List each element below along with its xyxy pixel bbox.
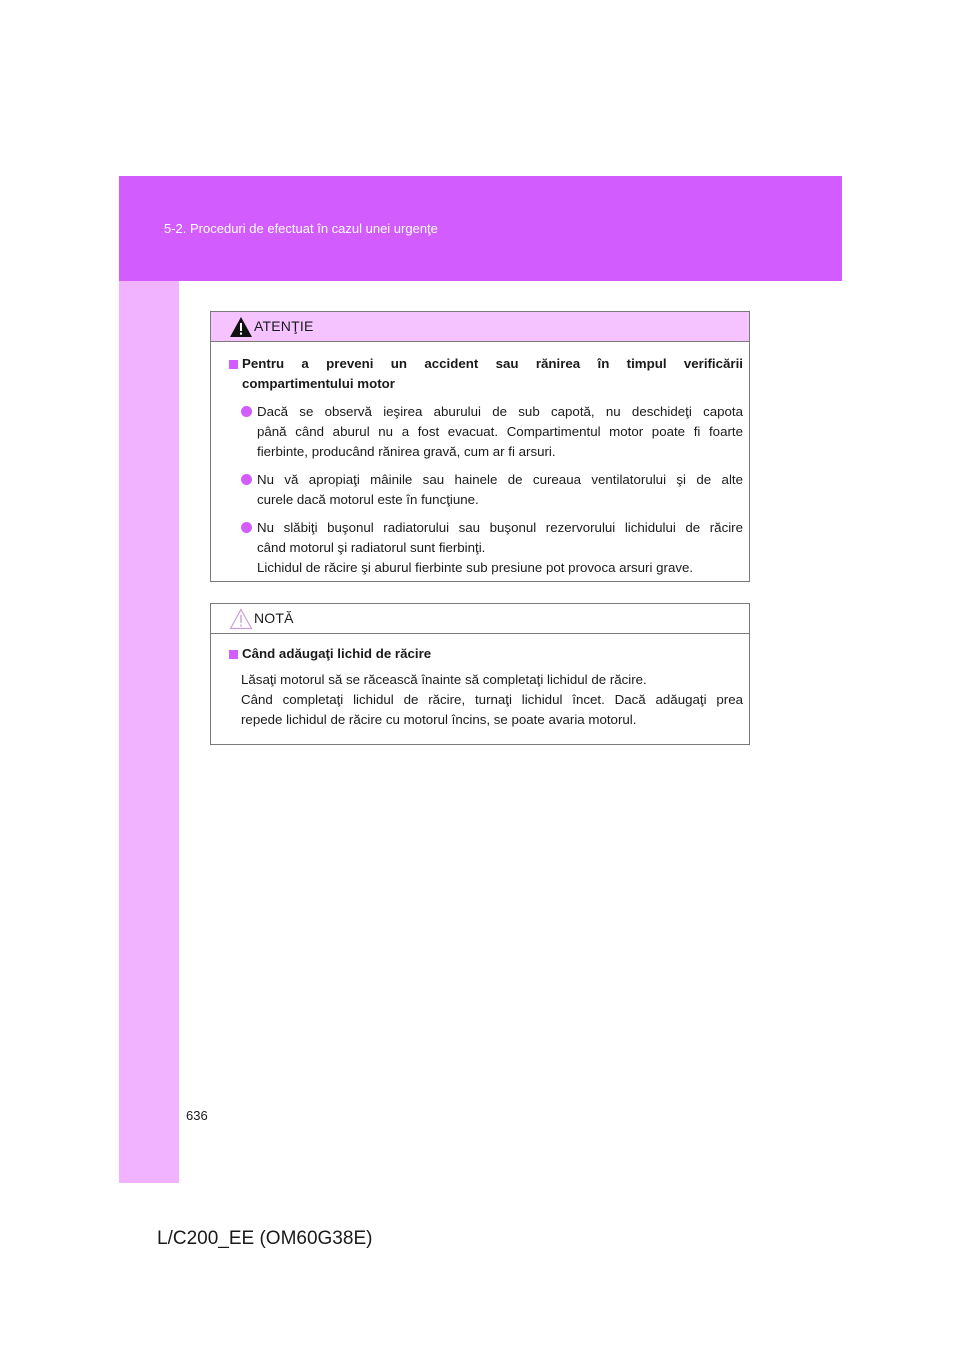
warning-title: ATENŢIE xyxy=(254,318,314,334)
warning-bullet xyxy=(229,470,743,510)
page-number: 636 xyxy=(186,1108,208,1123)
note-heading-text: Când adăugaţi lichid de răcire xyxy=(242,646,432,661)
note-line: Când completaţi lichidul de răcire, turnaţi lichidul încet. Dacă adăugaţi prea xyxy=(241,692,743,707)
document-code: L/C200_EE (OM60G38E) xyxy=(157,1228,373,1249)
warning-box xyxy=(210,311,750,582)
note-heading xyxy=(229,644,743,664)
note-box-header xyxy=(211,604,749,634)
bullet-line: Nu vă apropiaţi mâinile sau hainele de cureaua ventilatorului şi de alte xyxy=(257,472,743,487)
square-bullet-icon xyxy=(229,360,238,369)
bullet-line: când motorul şi radiatorul sunt fierbinţi. xyxy=(257,540,486,555)
side-strip xyxy=(119,281,208,1183)
warning-heading-line: compartimentului motor xyxy=(242,376,395,391)
bullet-line: curele dacă motorul este în funcţiune. xyxy=(257,492,479,507)
note-line: Lăsaţi motorul să se răcească înainte să completaţi lichidul de răcire. xyxy=(241,672,647,687)
section-header-band xyxy=(119,176,842,281)
warning-heading-line: Pentru a preveni un accident sau rănirea în timpul verificării xyxy=(242,356,743,371)
note-box xyxy=(210,603,750,745)
section-title: 5-2. Proceduri de efectuat în cazul unei urgenţe xyxy=(164,221,438,236)
bullet-line: fierbinte, producând rănirea gravă, cum ar fi arsuri. xyxy=(257,444,556,459)
warning-heading xyxy=(229,354,743,394)
square-bullet-icon xyxy=(229,650,238,659)
bullet-line: Dacă se observă ieşirea aburului de sub capotă, nu deschideţi capota xyxy=(257,404,743,419)
round-bullet-icon xyxy=(241,474,252,485)
warning-box-header xyxy=(211,312,749,342)
warning-content xyxy=(211,342,749,578)
warning-bullet xyxy=(229,402,743,462)
round-bullet-icon xyxy=(241,522,252,533)
note-body xyxy=(229,670,743,730)
bullet-line: până când aburul nu a fost evacuat. Compartimentul motor poate fi foarte xyxy=(257,424,743,439)
warning-triangle-icon xyxy=(229,316,253,338)
bullet-line: Nu slăbiţi buşonul radiatorului sau buşonul rezervorului lichidului de răcire xyxy=(257,520,743,535)
caution-triangle-icon xyxy=(229,608,253,630)
bullet-line: Lichidul de răcire şi aburul fierbinte sub presiune pot provoca arsuri grave. xyxy=(257,560,694,575)
note-line: repede lichidul de răcire cu motorul încins, se poate avaria motorul. xyxy=(241,712,637,727)
warning-bullet xyxy=(229,518,743,578)
round-bullet-icon xyxy=(241,406,252,417)
note-content xyxy=(211,634,749,730)
note-title: NOTĂ xyxy=(254,610,294,626)
